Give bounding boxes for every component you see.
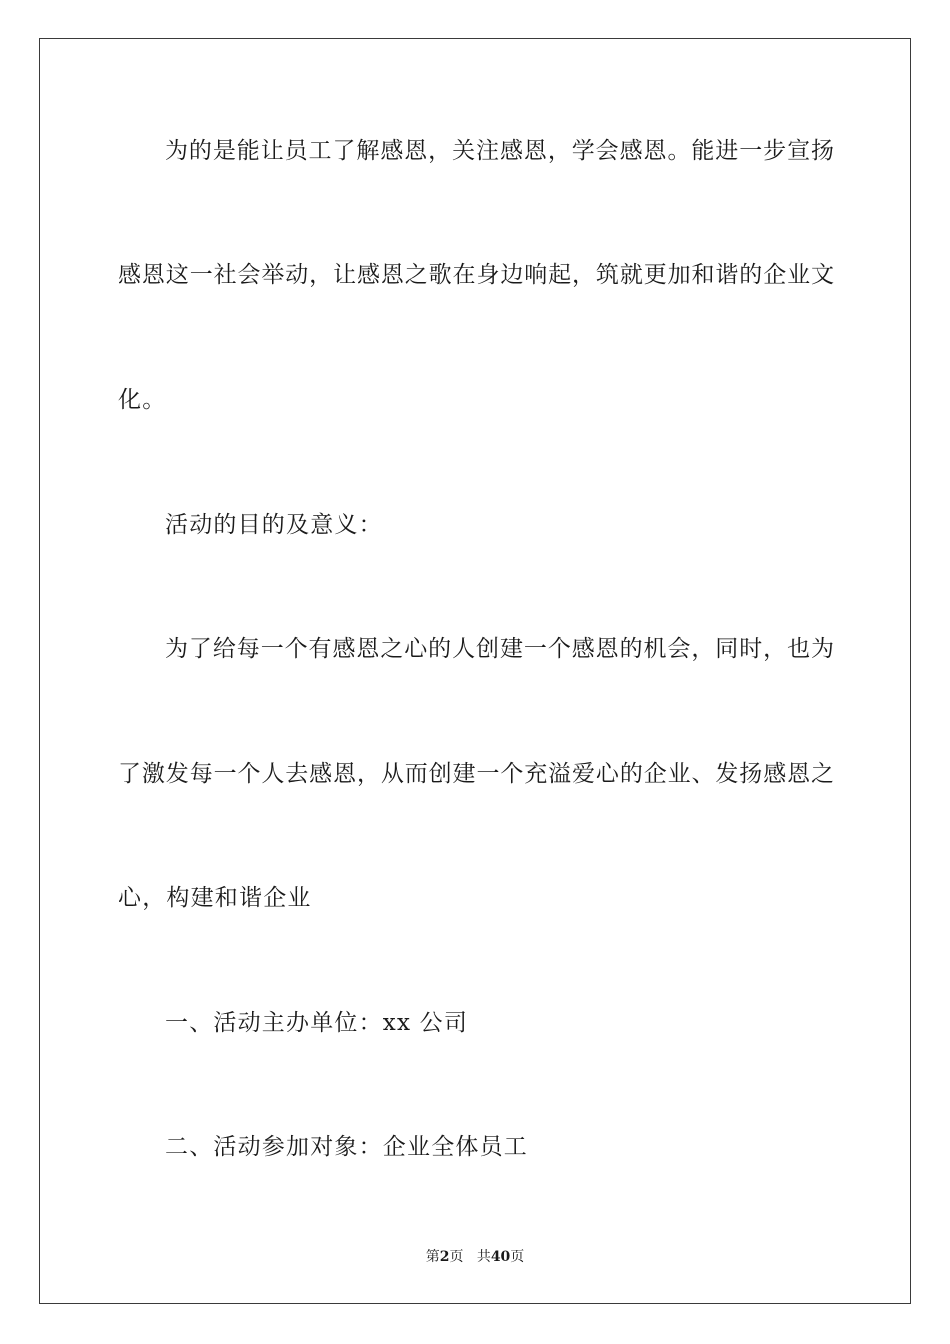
list-item-organizer: 一、活动主办单位：xx 公司: [165, 1010, 469, 1036]
total-prefix: 共: [476, 1249, 491, 1265]
page-prefix: 第: [425, 1249, 440, 1265]
page-suffix: 页: [449, 1249, 464, 1265]
total-suffix: 页: [510, 1249, 525, 1265]
section-heading: 活动的目的及意义：: [165, 512, 383, 538]
paragraph-line: 了激发每一个人去感恩，从而创建一个充溢爱心的企业、发扬感恩之: [118, 761, 834, 787]
page-border: [39, 38, 911, 1304]
paragraph-line: 感恩这一社会举动，让感恩之歌在身边响起，筑就更加和谐的企业文: [118, 262, 834, 288]
paragraph-line: 化。: [118, 387, 167, 413]
paragraph-line: 为了给每一个有感恩之心的人创建一个感恩的机会，同时，也为: [165, 636, 834, 662]
page-footer: [0, 1248, 950, 1266]
list-item-participants: 二、活动参加对象：企业全体员工: [165, 1134, 528, 1160]
page-number: 2: [439, 1249, 450, 1265]
paragraph-line: 为的是能让员工了解感恩，关注感恩，学会感恩。能进一步宣扬: [165, 138, 834, 164]
paragraph-line: 心，构建和谐企业: [118, 885, 312, 911]
total-pages: 40: [490, 1249, 511, 1265]
